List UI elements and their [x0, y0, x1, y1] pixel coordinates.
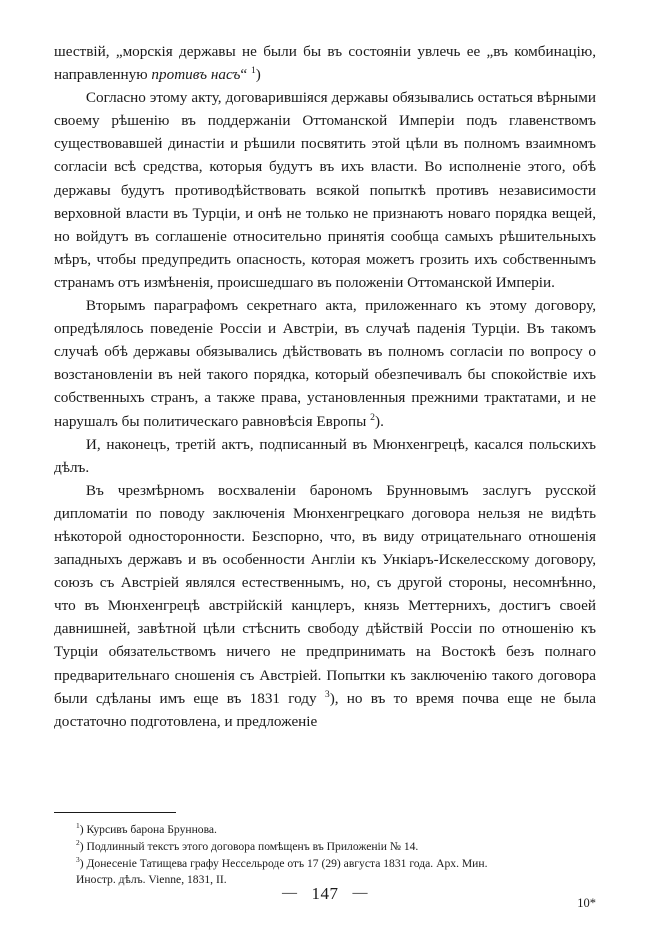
text-run: )	[255, 66, 261, 84]
footnotes-block	[54, 822, 596, 889]
page-number-value: 147	[311, 884, 339, 903]
text-run: шествій, „морскія державы не были бы въ состояніи увлечь ее „въ комбинацію, направленную	[54, 43, 596, 84]
footnote-marker: 3	[324, 688, 330, 700]
paragraph	[54, 433, 596, 479]
footnote	[54, 856, 596, 873]
text-run: Согласно этому акту, договарившіяся державы обязывались остаться вѣрными своему рѣшенію въ поддержаніи Оттоманской Имперіи подъ главенствомъ существовавшей династіи и рѣшили посвятить этой цѣли въ полномъ взаимномъ согласіи всѣ средства, которыя будутъ въ ихъ власти. Во исполненіе этого, обѣ державы будутъ противодѣйствовать всякой попыткѣ противъ независимости верховной власти въ Турціи, и онѣ не только не признаютъ новаго порядка вещей, но войдутъ въ соглашеніе относительно принятія сообща самыхъ рѣшительныхъ мѣръ, чтобы предупредить опасность, которая можетъ грозить ихъ собственнымъ странамъ отъ измѣненія, происшедшаго въ положеніи Оттоманской Имперіи.	[54, 89, 596, 291]
footnote	[54, 839, 596, 856]
text-run: Въ чрезмѣрномъ восхваленіи барономъ Брунновымъ заслугъ русской дипломатіи по поводу заключенія Мюнхенгрецкаго договора нельзя не видѣть нѣкоторой односторонности. Безспорно, что, въ виду отрицательнаго отношенія западныхъ державъ и въ особенности Англіи къ Ункіаръ-Искелесскому договору, союзъ съ Австріей являлся естественнымъ, но, съ другой стороны, несомнѣнно, что въ Мюнхенгрецѣ австрійскій канцлеръ, князь Меттернихъ, достигъ своей давнишней, завѣтной цѣли стѣснить свободу дѣйствій Россіи по отношенію къ Турціи обязательствомъ ничего не предпринимать на Востокѣ безъ полнаго предварительнаго сношенія съ Австріей. Попытки къ заключенію такого договора были сдѣланы имъ еще въ 1831 году	[54, 481, 596, 707]
footnote-marker: 2	[370, 411, 376, 423]
footnote-marker: 3	[76, 854, 80, 864]
footnote-marker: 2	[76, 837, 80, 847]
text-run: ) Курсивъ барона Бруннова.	[79, 823, 217, 836]
paragraph	[54, 479, 596, 733]
text-run: “	[240, 66, 251, 84]
paragraph	[54, 294, 596, 433]
page-number-right-dash: —	[352, 885, 368, 901]
text-run: ) Донесеніе Татищева графу Нессельроде отъ 17 (29) августа 1831 года. Арх. Мин.	[79, 856, 488, 870]
signature-mark: 10*	[577, 896, 596, 910]
page-footer	[0, 884, 650, 924]
text-run: Иностр. дѣлъ. Vienne, 1831, II.	[76, 873, 227, 887]
footnote-marker: 1	[76, 821, 80, 831]
text-run: ).	[375, 412, 384, 430]
footnote	[54, 822, 596, 839]
text-run: ) Подлинный текстъ этого договора помѣщенъ въ Приложеніи № 14.	[79, 839, 419, 853]
emphasis-text: противъ насъ	[151, 66, 241, 84]
body-text	[54, 40, 596, 733]
footnote-marker: 1	[250, 65, 256, 77]
footnote-separator-rule	[54, 812, 176, 813]
text-run: Вторымъ параграфомъ секретнаго акта, приложеннаго къ этому договору, опредѣлялось поведеніе Россіи и Австріи, въ случаѣ паденія Турціи. Въ такомъ случаѣ обѣ державы обязывались дѣйствовать въ полномъ согласіи по вопросу о возстановленіи въ ней такого порядка, который обезпечивалъ бы спокойствіе ихъ собственныхъ странъ, а также права, установленныя прежними трактатами, и не нарушалъ бы политическаго равновѣсія Европы	[54, 297, 596, 430]
paragraph	[54, 86, 596, 294]
text-run: И, наконецъ, третій актъ, подписанный въ Мюнхенгрецѣ, касался польскихъ дѣлъ.	[54, 435, 596, 476]
paragraph	[54, 40, 596, 86]
text-run: ), но въ то время почва еще не была достаточно подготовлена, и предложеніе	[54, 689, 596, 730]
page-number	[0, 884, 650, 904]
page-number-left-dash: —	[282, 885, 298, 901]
